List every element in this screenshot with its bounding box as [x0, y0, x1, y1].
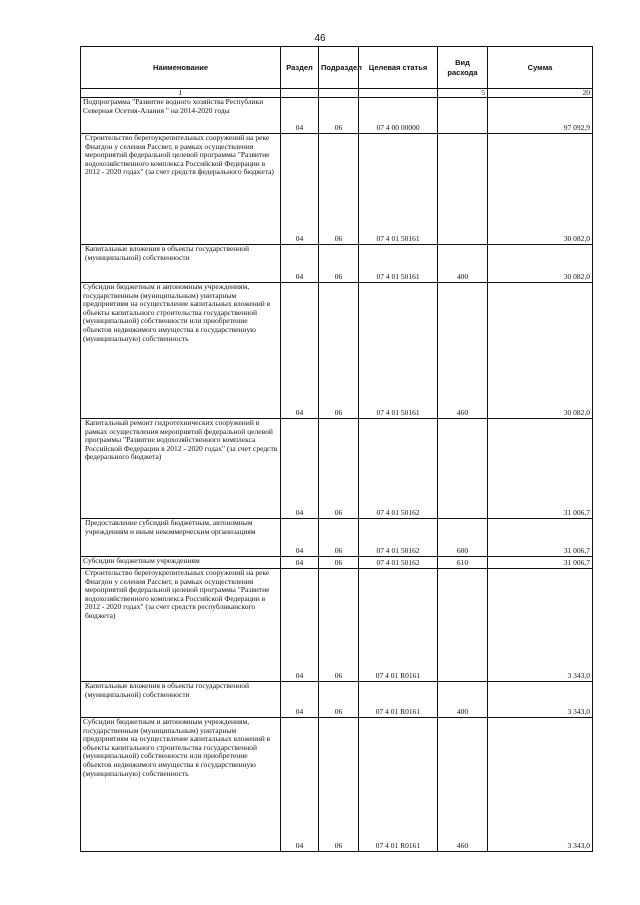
- header-section: Раздел: [281, 47, 319, 89]
- row-name: Капитальный ремонт гидротехнических сооружений в рамках осуществления мероприятий федеральной целевой программы "Развитие водохозяйственного комплекса Российской Федерации в 2012 - 2020 годах" (за счет средств федерального бюджета): [81, 419, 281, 519]
- row-target: 07 4 01 50161: [359, 245, 438, 283]
- row-sum: 30 082,0: [488, 283, 593, 419]
- column-number: [359, 89, 438, 98]
- row-target: 07 4 01 50162: [359, 557, 438, 569]
- column-number: 5: [438, 89, 488, 98]
- row-section: 04: [281, 419, 319, 519]
- row-subsection: 06: [319, 283, 359, 419]
- budget-table: [80, 46, 593, 852]
- row-expense-type: 610: [438, 557, 488, 569]
- row-subsection: 06: [319, 682, 359, 718]
- row-name: Субсидии бюджетным и автономным учреждениям, государственным (муниципальным) унитарным предприятиям на осуществление капитальных вложений в объекты капитального строительства государственной (муниципальной) собственности или приобретение объектов недвижимого имущества в государственную (муниципальную) собственность: [81, 718, 281, 852]
- table-row: [81, 718, 593, 852]
- row-section: 04: [281, 134, 319, 245]
- row-sum: 30 082,0: [488, 134, 593, 245]
- row-section: 04: [281, 283, 319, 419]
- table-row: [81, 245, 593, 283]
- row-name: Субсидии бюджетным учреждениям: [81, 557, 281, 569]
- row-target: 07 4 01 50161: [359, 134, 438, 245]
- row-section: 04: [281, 718, 319, 852]
- row-target: 07 4 01 R0161: [359, 682, 438, 718]
- page-number: 46: [314, 33, 326, 44]
- header-expense-type: Вид расхода: [438, 47, 488, 89]
- column-number: 20: [488, 89, 593, 98]
- row-target: 07 4 01 R0161: [359, 569, 438, 682]
- table-row: [81, 569, 593, 682]
- row-name: Строительство берегоукрепительных сооружений на реке Фиагдон у селения Рассвет, в рамках осуществления мероприятий федеральной целевой программы "Развитие водохозяйственного комплекса Российской Федерации в 2012 - 2020 годах" (за счет средств федерального бюджета): [81, 134, 281, 245]
- table-row: [81, 419, 593, 519]
- table-row: [81, 557, 593, 569]
- row-subsection: 06: [319, 419, 359, 519]
- row-subsection: 06: [319, 134, 359, 245]
- row-name: Капитальные вложения в объекты государственной (муниципальной) собственности: [81, 682, 281, 718]
- row-expense-type: 460: [438, 718, 488, 852]
- header-name: Наименование: [81, 47, 281, 89]
- row-section: 04: [281, 569, 319, 682]
- column-number: [281, 89, 319, 98]
- row-expense-type: [438, 134, 488, 245]
- header-row: [81, 47, 593, 89]
- row-sum: 97 092,9: [488, 98, 593, 134]
- row-subsection: 06: [319, 718, 359, 852]
- table-row: [81, 134, 593, 245]
- header-subsection: Подраздел: [319, 47, 359, 89]
- row-section: 04: [281, 557, 319, 569]
- column-number: [319, 89, 359, 98]
- table-row: [81, 98, 593, 134]
- table-row: [81, 283, 593, 419]
- row-sum: 3 343,0: [488, 569, 593, 682]
- row-section: 04: [281, 98, 319, 134]
- row-sum: 31 006,7: [488, 419, 593, 519]
- row-sum: 31 006,7: [488, 519, 593, 557]
- row-target: 07 4 00 00000: [359, 98, 438, 134]
- header-sum: Сумма: [488, 47, 593, 89]
- row-sum: 3 343,0: [488, 682, 593, 718]
- row-sum: 30 082,0: [488, 245, 593, 283]
- table-row: [81, 519, 593, 557]
- row-sum: 31 006,7: [488, 557, 593, 569]
- row-subsection: 06: [319, 98, 359, 134]
- row-name: Предоставление субсидий бюджетным, автономным учреждениям и иным некоммерческим организациям: [81, 519, 281, 557]
- row-name: Строительство берегоукрепительных сооружений на реке Фиагдон у селения Рассвет, в рамках осуществления мероприятий федеральной целевой программы "Развитие водохозяйственного комплекса Российской Федерации в 2012 - 2020 годах" (за счет средств республиканского бюджета): [81, 569, 281, 682]
- row-expense-type: 460: [438, 283, 488, 419]
- row-sum: 3 343,0: [488, 718, 593, 852]
- row-expense-type: 600: [438, 519, 488, 557]
- row-section: 04: [281, 519, 319, 557]
- header-target: Целевая статья: [359, 47, 438, 89]
- row-target: 07 4 01 50161: [359, 283, 438, 419]
- row-expense-type: [438, 569, 488, 682]
- row-expense-type: 400: [438, 245, 488, 283]
- row-name: Подпрограмма "Развитие водного хозяйства Республики Северная Осетия-Алания " на 2014-2020 годы: [81, 98, 281, 134]
- row-target: 07 4 01 50162: [359, 519, 438, 557]
- column-number: 1: [81, 89, 281, 98]
- row-section: 04: [281, 682, 319, 718]
- row-target: 07 4 01 R0161: [359, 718, 438, 852]
- row-subsection: 06: [319, 569, 359, 682]
- row-expense-type: [438, 98, 488, 134]
- row-subsection: 06: [319, 557, 359, 569]
- row-section: 04: [281, 245, 319, 283]
- table-row: [81, 682, 593, 718]
- row-target: 07 4 01 50162: [359, 419, 438, 519]
- row-subsection: 06: [319, 519, 359, 557]
- row-expense-type: [438, 419, 488, 519]
- row-name: Капитальные вложения в объекты государственной (муниципальной) собственности: [81, 245, 281, 283]
- row-expense-type: 400: [438, 682, 488, 718]
- row-name: Субсидии бюджетным и автономным учреждениям, государственным (муниципальным) унитарным предприятиям на осуществление капитальных вложений в объекты капитального строительства государственной (муниципальной) собственности или приобретение объектов недвижимого имущества в государственную (муниципальную) собственность: [81, 283, 281, 419]
- row-subsection: 06: [319, 245, 359, 283]
